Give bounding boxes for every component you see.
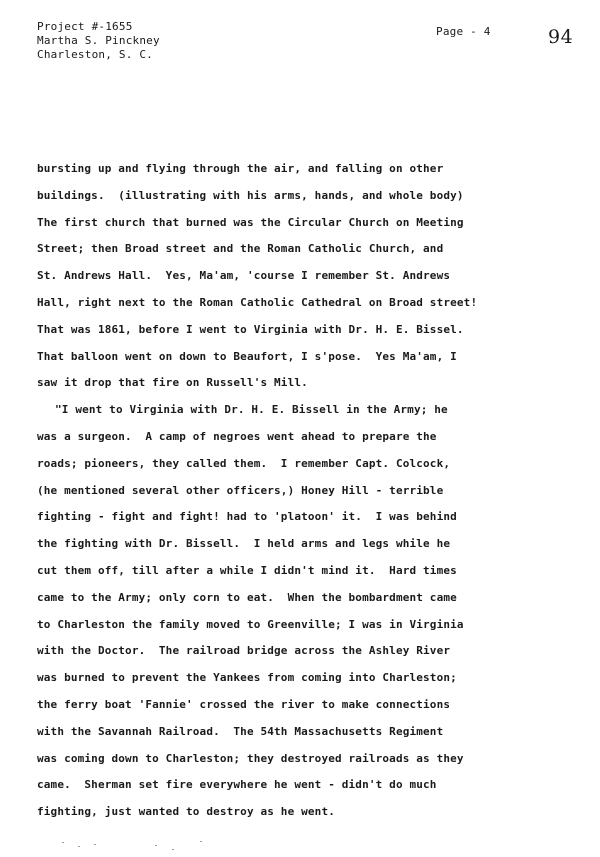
body-line: saw it drop that fire on Russell's Mill. — [37, 376, 308, 390]
body-line: roads; pioneers, they called them. I remember Capt. Colcock, — [37, 456, 451, 470]
scan-speck — [78, 846, 80, 847]
scan-speck — [200, 841, 202, 842]
body-line-paragraph-start: "I went to Virginia with Dr. H. E. Bissell in the Army; he — [55, 403, 448, 417]
body-line: Street; then Broad street and the Roman Catholic Church, and — [37, 242, 444, 256]
body-line: was burned to prevent the Yankees from coming into Charleston; — [37, 671, 457, 685]
scan-speck — [172, 849, 174, 850]
body-line: fighting - fight and fight! had to 'platoon' it. I was behind — [37, 510, 457, 524]
body-line: was coming down to Charleston; they destroyed railroads as they — [37, 751, 464, 765]
scan-artifact-specks — [60, 838, 220, 852]
body-line: was a surgeon. A camp of negroes went ahead to prepare the — [37, 429, 437, 443]
page-number: 94 — [548, 26, 574, 48]
transcript-body — [37, 156, 582, 826]
location: Charleston, S. C. — [37, 48, 153, 61]
body-line: St. Andrews Hall. Yes, Ma'am, 'course I remember St. Andrews — [37, 269, 451, 283]
body-line: came. Sherman set fire everywhere he went - didn't do much — [37, 778, 437, 792]
body-line: The first church that burned was the Circular Church on Meeting — [37, 215, 464, 229]
body-line: fighting, just wanted to destroy as he went. — [37, 805, 335, 819]
project-number: Project #-1655 — [37, 20, 133, 33]
body-line: cut them off, till after a while I didn't mind it. Hard times — [37, 563, 457, 577]
header-info — [37, 20, 160, 62]
scan-speck — [62, 842, 64, 843]
body-line: to Charleston the family moved to Greenville; I was in Virginia — [37, 617, 464, 631]
informant-name: Martha S. Pinckney — [37, 34, 160, 47]
body-line: with the Savannah Railroad. The 54th Massachusetts Regiment — [37, 724, 444, 738]
body-line: buildings. (illustrating with his arms, hands, and whole body) — [37, 188, 464, 202]
scan-speck — [94, 844, 96, 845]
body-line: Hall, right next to the Roman Catholic Cathedral on Broad street! — [37, 295, 478, 309]
page-label: Page - 4 — [436, 25, 491, 38]
body-line: came to the Army; only corn to eat. When the bombardment came — [37, 590, 457, 604]
body-line: the fighting with Dr. Bissell. I held arms and legs while he — [37, 537, 451, 551]
body-line: bursting up and flying through the air, and falling on other — [37, 162, 444, 175]
scan-speck — [155, 845, 157, 846]
body-line: with the Doctor. The railroad bridge across the Ashley River — [37, 644, 451, 658]
body-line: That balloon went on down to Beaufort, I s'pose. Yes Ma'am, I — [37, 349, 457, 363]
body-line: (he mentioned several other officers,) Honey Hill - terrible — [37, 483, 444, 497]
body-line: the ferry boat 'Fannie' crossed the river to make connections — [37, 697, 451, 711]
body-line: That was 1861, before I went to Virginia with Dr. H. E. Bissel. — [37, 322, 464, 336]
